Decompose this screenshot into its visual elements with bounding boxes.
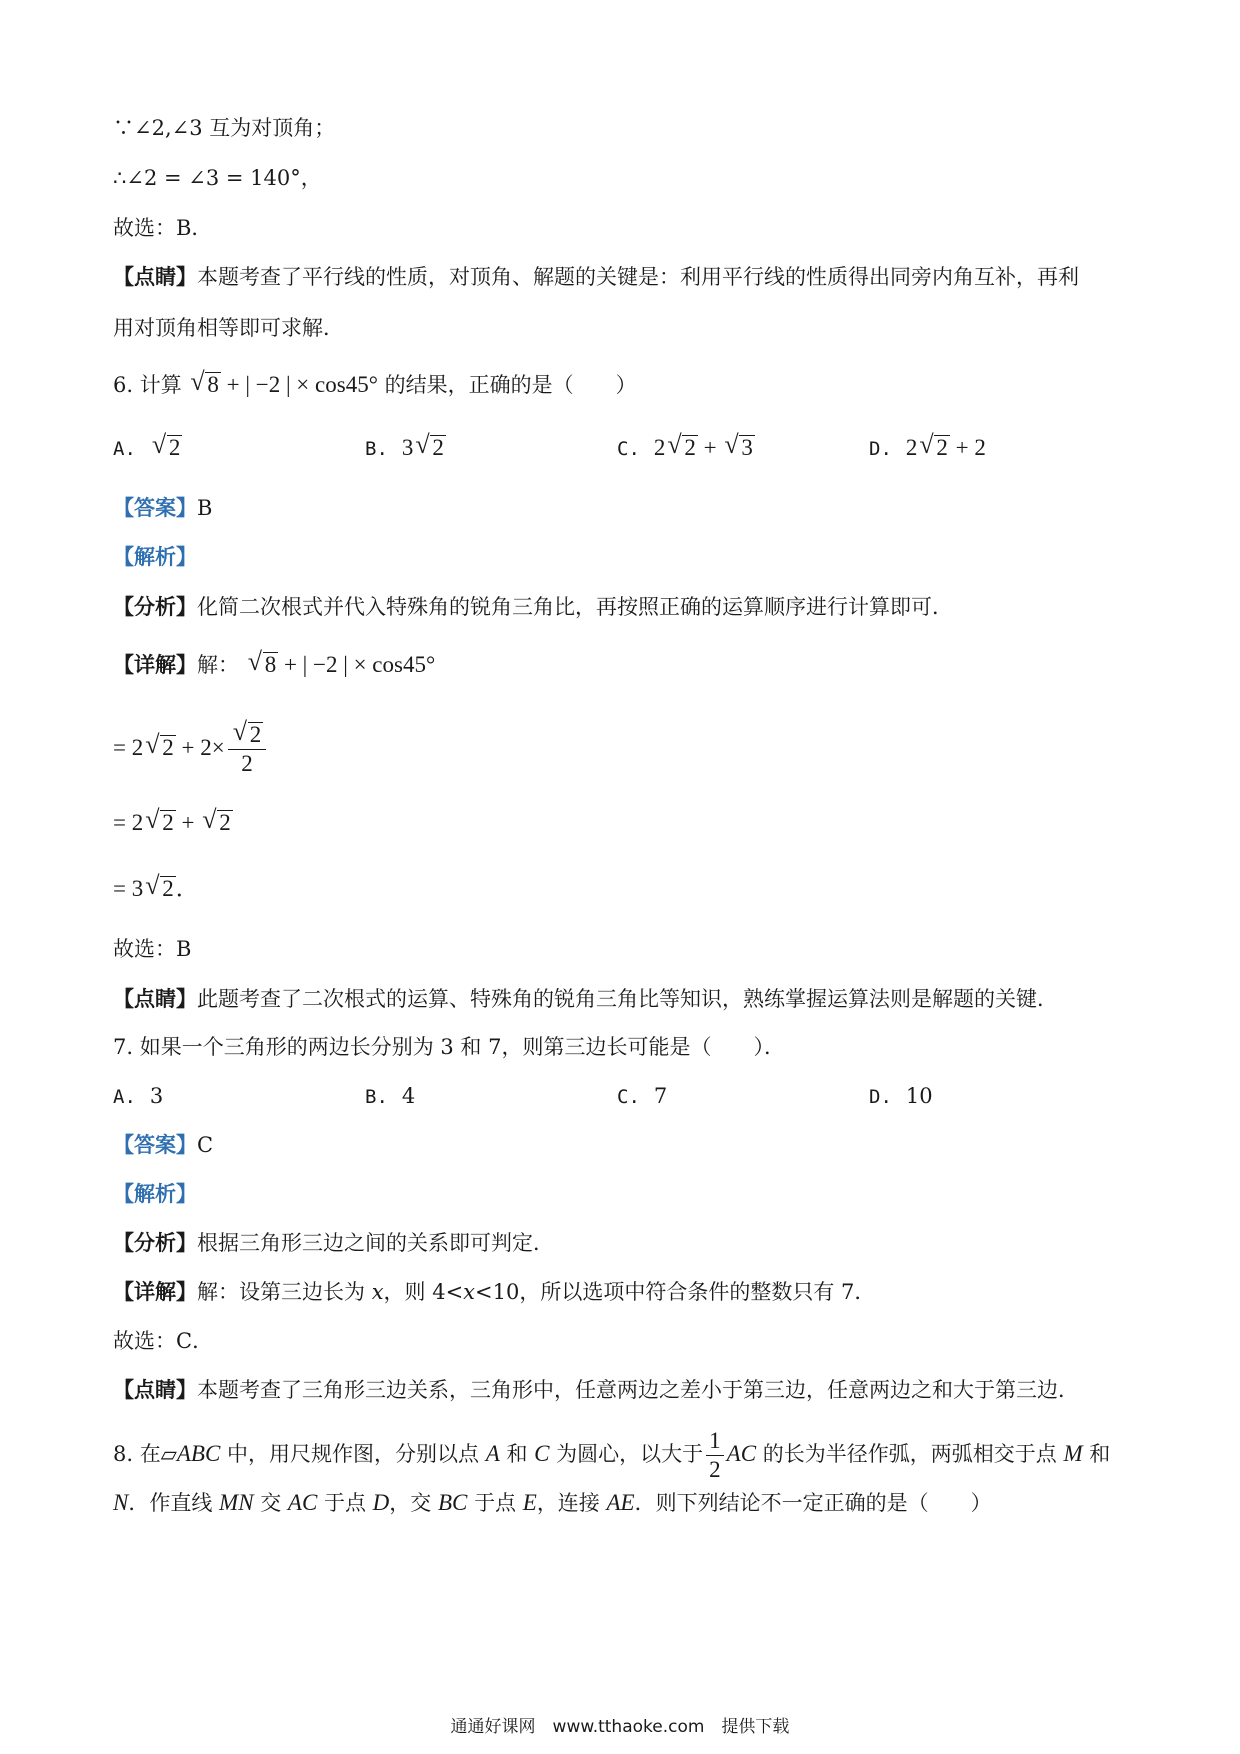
q6-option-d[interactable]: D. 2 √ 2 + 2 <box>869 433 986 464</box>
sqrt-symbol: √ 2 <box>145 730 174 760</box>
q6-prefix: 6. 计算 <box>113 373 182 397</box>
q6-step-1: = 2 √ 2 + 2× √ 2 2 <box>113 720 269 778</box>
q7-comment: 【点睛】本题考查了三角形三边关系，三角形中，任意两边之差小于第三边，任意两边之和大于第三边． <box>113 1378 1079 1402</box>
q6-option-b[interactable]: B. 3 √ 2 <box>365 433 446 464</box>
q7-analysis-header: 【解析】 <box>113 1182 197 1206</box>
q6-detail-expression: √ 8 + | −2 | × cos45° <box>246 652 435 677</box>
q6-conclusion: 故选：B <box>113 937 192 961</box>
question-7-stem: 7. 如果一个三角形的两边长分别为 3 和 7，则第三边长可能是（ ）． <box>113 1035 785 1059</box>
sqrt-symbol: √ 2 <box>151 430 181 460</box>
q7-detail: 【详解】解：设第三边长为 x，则 4<x<10，所以选项中符合条件的整数只有 7． <box>113 1280 876 1304</box>
question-8-stem-line-2: N．作直线 MN 交 AC 于点 D，交 BC 于点 E，连接 AE．则下列结论不一定正确的是（ ） <box>113 1490 992 1515</box>
conclusion-line: 故选：B． <box>113 216 213 240</box>
q7-analysis: 【分析】根据三角形三边之间的关系即可判定． <box>113 1231 554 1255</box>
q6-analysis: 【分析】化简二次根式并代入特殊角的锐角三角比，再按照正确的运算顺序进行计算即可． <box>113 595 953 619</box>
sqrt-symbol: √ 2 <box>145 805 174 835</box>
question-8-stem-line-1: 8. 在▱ABC 中，用尺规作图，分别以点 A 和 C 为圆心，以大于 $\frac{1}{2}$ AC 的长为半径作弧，两弧相交于点 M 和 <box>113 1428 1111 1482</box>
q7-conclusion: 故选：C． <box>113 1329 214 1353</box>
fraction: $\frac{1}{2}$ <box>706 1427 724 1484</box>
proof-line-angle-equal: ∴∠2 = ∠3 = 140°， <box>113 166 322 190</box>
q6-comment: 【点睛】此题考查了二次根式的运算、特殊角的锐角三角比等知识，熟练掌握运算法则是解题的关键． <box>113 987 1058 1011</box>
comment-line-1 <box>113 262 1079 292</box>
sqrt-symbol: √ 3 <box>724 430 753 460</box>
fraction: √ 2 2 <box>228 721 267 778</box>
sqrt-symbol: √ 2 <box>415 430 444 460</box>
q6-step-2: = 2 √ 2 + √ 2 <box>113 808 233 838</box>
comment-label: 【点睛】 <box>113 265 197 289</box>
q6-detail: 【详解】解： √ 8 + | −2 | × cos45° <box>113 650 435 680</box>
q6-suffix: 的结果，正确的是（ ） <box>384 373 637 397</box>
q7-option-b[interactable]: B. 4 <box>365 1084 416 1108</box>
q7-answer: 【答案】C <box>113 1133 214 1157</box>
q6-analysis-header: 【解析】 <box>113 545 197 569</box>
proof-line-vertical-angles: ∵∠2,∠3 互为对顶角； <box>113 116 336 140</box>
sqrt-symbol: √ 8 <box>190 367 219 397</box>
q6-answer: 【答案】B <box>113 496 213 520</box>
sqrt-symbol: √ 2 <box>202 805 231 835</box>
comment-text-1: 本题考查了平行线的性质，对顶角、解题的关键是：利用平行线的性质得出同旁内角互补，再利 <box>197 265 1079 289</box>
question-6-stem <box>113 367 637 400</box>
q6-option-c[interactable]: C. 2 √ 2 + √ 3 <box>617 433 755 464</box>
page-footer: 通通好课网 www.tthaoke.com 提供下载 <box>450 1717 790 1737</box>
sqrt-symbol: √ 2 <box>667 430 696 460</box>
sqrt-symbol: √ 2 <box>919 430 948 460</box>
q7-option-c[interactable]: C. 7 <box>617 1084 668 1108</box>
q6-step-3: = 3 √ 2． <box>113 874 199 904</box>
q6-expression: √ 8 + | −2 | × cos45° <box>188 372 377 397</box>
q7-option-d[interactable]: D. 10 <box>869 1084 933 1108</box>
q7-option-a[interactable]: A. 3 <box>113 1084 164 1108</box>
comment-line-2: 用对顶角相等即可求解． <box>113 316 344 340</box>
sqrt-symbol: √ 2 <box>145 871 174 901</box>
q6-option-a[interactable]: A. √ 2 <box>113 433 182 464</box>
sqrt-symbol: √ 8 <box>247 647 277 677</box>
